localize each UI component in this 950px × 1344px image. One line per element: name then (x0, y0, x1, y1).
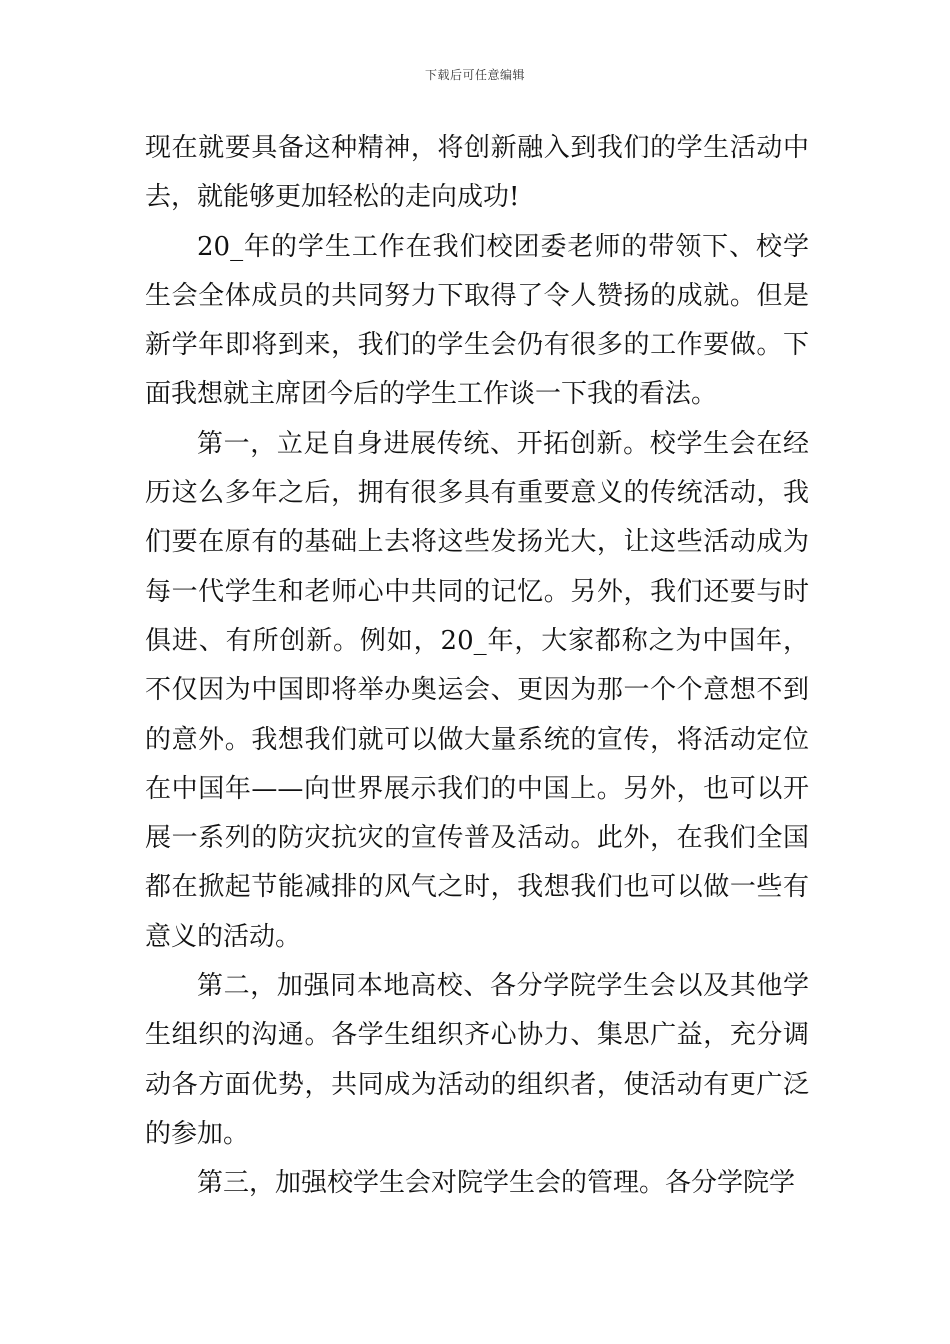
paragraph-continuation: 现在就要具备这种精神，将创新融入到我们的学生活动中去，就能够更加轻松的走向成功! (145, 133, 809, 213)
paragraph: 第二，加强同本地高校、各分学院学生会以及其他学生组织的沟通。各学生组织齐心协力、集思广益，充分调动各方面优势，共同成为活动的组织者，使活动有更广泛的参加。 (145, 971, 809, 1149)
paragraph: 20_年的学生工作在我们校团委老师的带领下、校学生会全体成员的共同努力下取得了令人赞扬的成就。但是新学年即将到来，我们的学生会仍有很多的工作要做。下面我想就主席团今后的学生工作谈一下我的看法。 (145, 231, 809, 410)
paragraph: 第一，立足自身进展传统、开拓创新。校学生会在经历这么多年之后，拥有很多具有重要意义的传统活动，我们要在原有的基础上去将这些发扬光大，让这些活动成为每一代学生和老师心中共同的记忆。另外，我们还要与时俱进、有所创新。例如，20_年，大家都称之为中国年，不仅因为中国即将举办奥运会、更因为那一个个意想不到的意外。我想我们就可以做大量系统的宣传，将活动定位在中国年——向世界展示我们的中国上。另外，也可以开展一系列的防灾抗灾的宣传普及活动。此外，在我们全国都在掀起节能减排的风气之时，我想我们也可以做一些有意义的活动。 (145, 428, 809, 952)
document-body (145, 124, 809, 1209)
page-header: 下载后可任意编辑 (424, 68, 525, 82)
paragraph: 第三，加强校学生会对院学生会的管理。各分学院学 (197, 1168, 796, 1199)
